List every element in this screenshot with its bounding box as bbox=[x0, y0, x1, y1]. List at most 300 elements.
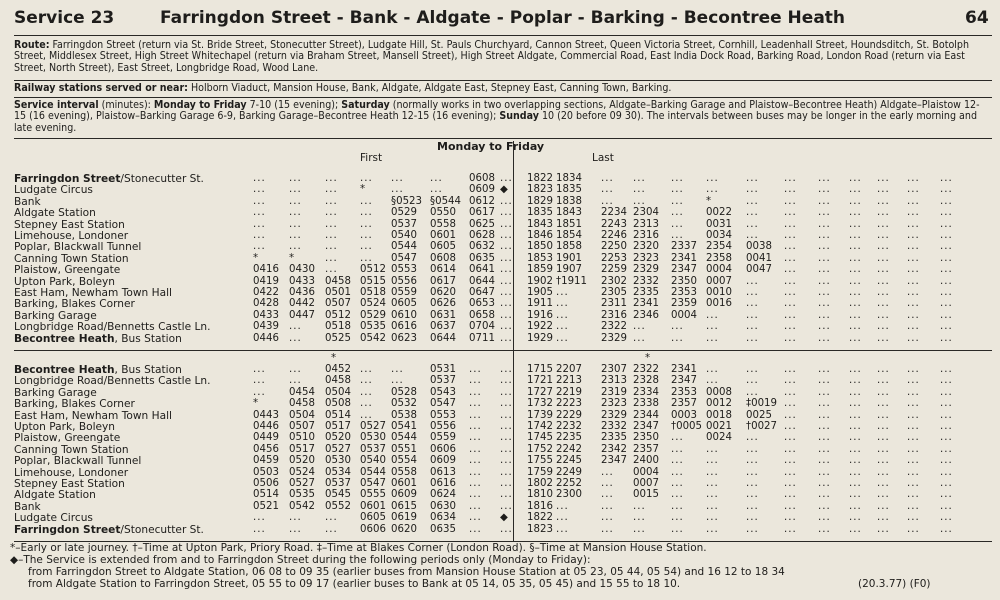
inbound-stop-label: Bank bbox=[14, 500, 41, 513]
inbound-first-time-cell: 0532 bbox=[391, 398, 417, 410]
inbound-last-time-cell: 1727 bbox=[527, 386, 553, 398]
outbound-first-time-cell: 0430 bbox=[289, 264, 315, 276]
inbound-first-time-cell: 0537 bbox=[430, 375, 456, 387]
inbound-last-time-cell: ... bbox=[877, 500, 890, 512]
inbound-first-time-cell: 0545 bbox=[325, 489, 351, 501]
outbound-first-time-cell: 0631 bbox=[430, 309, 456, 321]
inbound-first-time-cell: ... bbox=[289, 364, 302, 375]
inbound-last-time-cell: ... bbox=[784, 466, 797, 478]
outbound-first-time-cell: ... bbox=[500, 218, 513, 230]
outbound-stop-name bbox=[14, 196, 41, 208]
inbound-first-time-cell: ... bbox=[500, 432, 513, 444]
inbound-last-time-cell: ... bbox=[706, 523, 719, 535]
inbound-stop-label: Aldgate Station bbox=[14, 489, 96, 502]
outbound-first-time-cell: 0524 bbox=[360, 298, 386, 310]
day-heading: Monday to Friday bbox=[437, 140, 545, 153]
outbound-last-time-cell: ... bbox=[877, 252, 890, 264]
outbound-first-time-cell: 0614 bbox=[430, 264, 456, 276]
outbound-last-time-cell: 2350 bbox=[671, 275, 697, 287]
inbound-first-time-cell: 0606 bbox=[430, 443, 456, 455]
outbound-first-time-cell: 0556 bbox=[391, 275, 417, 287]
outbound-last-time-cell: ... bbox=[746, 287, 759, 298]
inbound-first-time-cell: ... bbox=[469, 432, 482, 444]
outbound-last-time-cell: ... bbox=[849, 230, 862, 241]
outbound-first-time-cell: 0605 bbox=[430, 241, 456, 253]
inbound-first-time-cell: 0520 bbox=[325, 432, 351, 444]
interval-text-1: (minutes): bbox=[101, 99, 151, 111]
inbound-first-time-cell: ... bbox=[500, 478, 513, 489]
outbound-last-time-cell: ... bbox=[556, 321, 569, 333]
outbound-last-time-cell: ... bbox=[706, 309, 719, 321]
inbound-last-time-cell: 2400 bbox=[633, 455, 659, 467]
outbound-last-time-cell: ... bbox=[556, 332, 569, 344]
outbound-first-time-cell: ... bbox=[430, 184, 443, 196]
inbound-first-time-cell: ... bbox=[253, 375, 266, 387]
outbound-last-time-cell: ... bbox=[849, 275, 862, 287]
inbound-last-time-cell: ... bbox=[877, 443, 890, 455]
page-number: 64 bbox=[965, 8, 989, 28]
outbound-first-time-cell: 0442 bbox=[289, 298, 315, 310]
outbound-last-time-cell: ... bbox=[818, 173, 831, 184]
inbound-last-time-cell: ... bbox=[907, 523, 920, 535]
inbound-last-time-cell: ... bbox=[784, 512, 797, 524]
outbound-last-time-cell: ... bbox=[907, 230, 920, 241]
inbound-last-time-cell: 2350 bbox=[633, 432, 659, 444]
inbound-first-time-cell: 0558 bbox=[391, 466, 417, 478]
route-text: Farringdon Street (return via St. Bride Street, Stonecutter Street), Ludgate Hill, St. Pauls Churchyard, Cannon Street, Queen Victoria Street, Cornhill, Leadenhall Street, Houndsditch, St. Botolph Street, Middlesex Street, High Street Whitechapel (return via Braham Street, Mansell Street), High Street Aldgate, Commercial Road, East India Dock Road, Barking Road, London Road (return via East Street, North Street), East Street, Longbridge Road, Wood Lane. bbox=[14, 39, 970, 74]
inbound-stop-name bbox=[14, 489, 96, 501]
outbound-last-time-cell: ... bbox=[671, 218, 684, 230]
inbound-last-time-cell: ... bbox=[907, 489, 920, 501]
inbound-last-time-cell: 1752 bbox=[527, 443, 553, 455]
inbound-first-time-cell: ... bbox=[253, 386, 266, 398]
inbound-first-time-cell: ... bbox=[500, 364, 513, 375]
date-code: (20.3.77) (F0) bbox=[858, 578, 931, 590]
inbound-last-time-cell: 1759 bbox=[527, 466, 553, 478]
inbound-last-time-cell: ... bbox=[877, 489, 890, 501]
inbound-last-time-cell: ... bbox=[706, 375, 719, 387]
outbound-last-time-cell: ... bbox=[818, 298, 831, 310]
inbound-last-time-cell: 2322 bbox=[633, 364, 659, 375]
outbound-last-time-cell: ... bbox=[907, 195, 920, 207]
inbound-last-time-cell: 2213 bbox=[556, 375, 582, 387]
outbound-first-time-cell: ... bbox=[289, 184, 302, 196]
inbound-last-time-cell: ... bbox=[671, 466, 684, 478]
outbound-last-time-cell: ... bbox=[907, 252, 920, 264]
interval-label: Service interval bbox=[14, 99, 99, 111]
inbound-first-time-cell: 0456 bbox=[253, 443, 279, 455]
inbound-stop-name bbox=[14, 501, 41, 513]
outbound-last-time-cell: ... bbox=[849, 298, 862, 310]
inbound-last-time-cell: 2353 bbox=[671, 386, 697, 398]
outbound-last-time-cell: ... bbox=[746, 173, 759, 184]
inbound-last-time-cell: 0012 bbox=[706, 398, 732, 410]
outbound-last-time-cell: 2253 bbox=[601, 252, 627, 264]
outbound-last-time-cell: 0016 bbox=[706, 298, 732, 310]
outbound-last-time-cell: 2234 bbox=[601, 207, 627, 219]
outbound-last-time-cell: ... bbox=[746, 195, 759, 207]
inbound-first-time-cell: 0514 bbox=[253, 489, 279, 501]
inbound-last-time-cell: ... bbox=[907, 512, 920, 524]
inbound-last-time-cell: ... bbox=[556, 500, 569, 512]
outbound-last-time-cell: 2353 bbox=[671, 287, 697, 298]
inbound-last-time-cell: ... bbox=[818, 478, 831, 489]
inbound-first-time-cell: ... bbox=[500, 443, 513, 455]
outbound-last-time-cell: ... bbox=[784, 275, 797, 287]
inbound-stop-name bbox=[14, 387, 97, 399]
outbound-first-time-cell: 0647 bbox=[469, 287, 495, 298]
outbound-last-time-cell: ... bbox=[784, 218, 797, 230]
inbound-last-time-cell: 1715 bbox=[527, 364, 553, 375]
outbound-last-time-cell: 1922 bbox=[527, 321, 553, 333]
inbound-last-time-cell: 2307 bbox=[601, 364, 627, 375]
outbound-last-time-cell: ... bbox=[877, 184, 890, 196]
outbound-first-time-cell: ... bbox=[289, 230, 302, 241]
outbound-first-time-cell: 0525 bbox=[325, 332, 351, 344]
outbound-last-time-cell: ... bbox=[940, 309, 953, 321]
route-label: Route: bbox=[14, 39, 50, 51]
outbound-last-time-cell: 1905 bbox=[527, 287, 553, 298]
inbound-last-time-cell: ... bbox=[877, 386, 890, 398]
inbound-last-time-cell: ... bbox=[849, 432, 862, 444]
inbound-last-time-cell: ... bbox=[877, 455, 890, 467]
outbound-last-time-cell: ... bbox=[633, 332, 646, 344]
outbound-first-time-cell: ... bbox=[500, 195, 513, 207]
outbound-first-time-cell: ... bbox=[253, 230, 266, 241]
inbound-last-time-cell: ... bbox=[784, 500, 797, 512]
inbound-stop-label: Stepney East Station bbox=[14, 478, 125, 490]
outbound-first-time-cell: ... bbox=[325, 252, 338, 264]
outbound-last-time-cell: ... bbox=[877, 287, 890, 298]
inbound-last-time-cell: 1721 bbox=[527, 375, 553, 387]
inbound-last-time-cell: ... bbox=[706, 466, 719, 478]
outbound-last-time-cell: 2313 bbox=[633, 218, 659, 230]
outbound-first-time-cell: ... bbox=[325, 195, 338, 207]
inbound-last-time-cell: 2323 bbox=[601, 398, 627, 410]
inbound-last-time-cell: ... bbox=[940, 478, 953, 489]
outbound-first-time-cell: ... bbox=[500, 264, 513, 276]
inbound-last-time-cell: ... bbox=[877, 398, 890, 410]
outbound-first-time-cell: ... bbox=[325, 173, 338, 184]
outbound-first-time-cell: ... bbox=[500, 252, 513, 264]
inbound-stop-label: Barking Garage bbox=[14, 386, 97, 399]
outbound-last-time-cell: ... bbox=[849, 173, 862, 184]
inbound-first-time-cell: 0540 bbox=[360, 455, 386, 467]
outbound-last-time-cell: 0004 bbox=[671, 309, 697, 321]
inbound-last-time-cell: ... bbox=[849, 375, 862, 387]
inbound-last-time-cell: ... bbox=[907, 478, 920, 489]
inbound-last-time-cell: ... bbox=[784, 386, 797, 398]
outbound-last-time-cell: ... bbox=[818, 309, 831, 321]
outbound-last-time-cell: 1822 bbox=[527, 173, 553, 184]
outbound-last-time-cell: 2332 bbox=[633, 275, 659, 287]
outbound-first-time-cell: ... bbox=[325, 241, 338, 253]
outbound-last-time-cell: 0038 bbox=[746, 241, 772, 253]
inbound-last-time-cell: ... bbox=[746, 466, 759, 478]
outbound-last-time-cell: ... bbox=[746, 309, 759, 321]
outbound-last-time-cell: ... bbox=[601, 173, 614, 184]
outbound-last-time-cell: ... bbox=[849, 309, 862, 321]
inbound-first-time-cell: 0530 bbox=[325, 455, 351, 467]
inbound-last-time-cell: ... bbox=[784, 421, 797, 432]
inbound-last-time-cell: 2338 bbox=[633, 398, 659, 410]
outbound-first-time-cell: ... bbox=[289, 207, 302, 219]
outbound-first-time-cell: ... bbox=[360, 218, 373, 230]
inbound-first-time-cell: 0543 bbox=[430, 386, 456, 398]
inbound-last-time-cell: 0008 bbox=[706, 386, 732, 398]
outbound-first-time-cell: ... bbox=[500, 207, 513, 219]
inbound-last-time-cell: 2347 bbox=[671, 375, 697, 387]
outbound-first-time-cell: ... bbox=[325, 230, 338, 241]
outbound-last-time-cell: ... bbox=[877, 264, 890, 276]
outbound-last-time-cell: ... bbox=[818, 184, 831, 196]
inbound-last-time-cell: 0003 bbox=[671, 409, 697, 421]
inbound-last-time-cell: ... bbox=[706, 478, 719, 489]
inbound-last-time-cell: ... bbox=[818, 489, 831, 501]
outbound-first-time-cell: 0542 bbox=[360, 332, 386, 344]
outbound-last-time-cell: ... bbox=[818, 230, 831, 241]
outbound-first-time-cell: 0518 bbox=[360, 287, 386, 298]
inbound-last-time-cell: ... bbox=[784, 364, 797, 375]
outbound-first-time-cell: 0605 bbox=[391, 298, 417, 310]
footnote-extension: ◆–The Service is extended from and to Farringdon Street during the following periods only (Monday to Friday): bbox=[10, 554, 591, 566]
inbound-first-time-cell: 0544 bbox=[360, 466, 386, 478]
route-rule bbox=[14, 80, 992, 81]
inbound-stop-label: East Ham, Newham Town Hall bbox=[14, 409, 172, 422]
inbound-first-time-cell: ... bbox=[289, 512, 302, 524]
outbound-first-time-cell: 0641 bbox=[469, 264, 495, 276]
footnote-outbound-times: from Farringdon Street to Aldgate Station, 06 08 to 09 35 (earlier buses from Mansion House Station at 05 23, 05 44, 05 54) and 16 12 to 18 34 bbox=[28, 566, 785, 578]
inbound-last-time-cell: ... bbox=[940, 398, 953, 410]
inbound-last-time-cell: 1822 bbox=[527, 512, 553, 524]
inbound-stop-name bbox=[14, 478, 125, 490]
outbound-first-time-cell: 0616 bbox=[391, 321, 417, 333]
outbound-last-time-cell: ... bbox=[849, 241, 862, 253]
service-number: Service 23 bbox=[14, 8, 115, 28]
inbound-last-time-cell: 0025 bbox=[746, 409, 772, 421]
outbound-last-time-cell: 2359 bbox=[671, 298, 697, 310]
inbound-last-time-cell: 2229 bbox=[556, 409, 582, 421]
outbound-first-time-cell: 0617 bbox=[430, 275, 456, 287]
outbound-first-time-cell: 0609 bbox=[469, 184, 495, 196]
inbound-last-time-cell: 2232 bbox=[556, 421, 582, 432]
inbound-last-time-cell: 2235 bbox=[556, 432, 582, 444]
outbound-first-time-cell: 0419 bbox=[253, 275, 279, 287]
outbound-last-time-cell: ... bbox=[633, 173, 646, 184]
inbound-last-time-cell: ... bbox=[671, 512, 684, 524]
outbound-last-time-cell: 2358 bbox=[706, 252, 732, 264]
outbound-last-time-cell: ... bbox=[940, 298, 953, 310]
inbound-first-time-cell: ◆ bbox=[500, 512, 508, 524]
inbound-first-time-cell: ... bbox=[469, 398, 482, 410]
inbound-last-time-cell: ... bbox=[784, 432, 797, 444]
interval-mf-value: 7-10 (15 evening); bbox=[249, 99, 339, 111]
outbound-first-time-cell: ... bbox=[500, 173, 513, 184]
outbound-last-time-cell: 2243 bbox=[601, 218, 627, 230]
outbound-last-time-cell: ... bbox=[784, 230, 797, 241]
inbound-first-time-cell: 0634 bbox=[430, 512, 456, 524]
inbound-first-time-cell: 0620 bbox=[391, 523, 417, 535]
inbound-last-time-cell: ... bbox=[849, 489, 862, 501]
outbound-last-time-cell: 2341 bbox=[671, 252, 697, 264]
outbound-first-time-cell: 0658 bbox=[469, 309, 495, 321]
inbound-stop-name bbox=[14, 512, 93, 524]
inbound-last-late-mark: * bbox=[645, 353, 651, 364]
inbound-last-time-cell: ... bbox=[706, 500, 719, 512]
outbound-last-time-cell: 0022 bbox=[706, 207, 732, 219]
outbound-last-time-cell: ... bbox=[601, 184, 614, 196]
interval-sun-label: Sunday bbox=[499, 110, 539, 123]
outbound-last-time-cell: 2323 bbox=[633, 252, 659, 264]
inbound-last-time-cell: ... bbox=[818, 364, 831, 375]
inbound-first-time-cell: 0514 bbox=[325, 409, 351, 421]
outbound-first-time-cell: 0515 bbox=[360, 275, 386, 287]
outbound-last-time-cell: ... bbox=[940, 218, 953, 230]
outbound-stop-name bbox=[14, 219, 125, 231]
inbound-last-time-cell: ... bbox=[601, 478, 614, 489]
inbound-last-time-cell: ... bbox=[601, 523, 614, 535]
outbound-last-time-cell: ... bbox=[746, 332, 759, 344]
outbound-first-time-cell: 0436 bbox=[289, 287, 315, 298]
outbound-first-time-cell: 0626 bbox=[430, 298, 456, 310]
inbound-last-time-cell: ... bbox=[601, 512, 614, 524]
inbound-last-time-cell: 2332 bbox=[601, 421, 627, 432]
inbound-last-time-cell: ... bbox=[907, 375, 920, 387]
inbound-last-time-cell: ... bbox=[818, 523, 831, 535]
outbound-last-time-cell: 0047 bbox=[746, 264, 772, 276]
outbound-last-time-cell: ... bbox=[877, 275, 890, 287]
outbound-last-time-cell: ... bbox=[556, 287, 569, 298]
inbound-first-time-cell: 0531 bbox=[430, 364, 456, 375]
interval-mf-label: Monday to Friday bbox=[153, 99, 247, 111]
inbound-last-time-cell: ... bbox=[818, 432, 831, 444]
inbound-last-time-cell: ... bbox=[849, 386, 862, 398]
inbound-last-time-cell: ... bbox=[818, 375, 831, 387]
inbound-last-time-cell: 2357 bbox=[671, 398, 697, 410]
inbound-first-time-cell: ... bbox=[500, 455, 513, 467]
inbound-last-time-cell: ... bbox=[818, 409, 831, 421]
outbound-last-time-cell: 1929 bbox=[527, 332, 553, 344]
inbound-last-time-cell: ... bbox=[877, 478, 890, 489]
inbound-first-time-cell: 0503 bbox=[253, 466, 279, 478]
inbound-last-time-cell: ... bbox=[746, 443, 759, 455]
outbound-stop-label: Plaistow, Greengate bbox=[14, 264, 121, 277]
inbound-first-time-cell: ... bbox=[500, 489, 513, 501]
inbound-first-time-cell: ... bbox=[360, 398, 373, 410]
inbound-first-time-cell: 0554 bbox=[391, 455, 417, 467]
inbound-last-time-cell: ... bbox=[849, 478, 862, 489]
outbound-last-time-cell: ... bbox=[877, 309, 890, 321]
inbound-last-time-cell: ... bbox=[940, 364, 953, 375]
outbound-last-time-cell: 0041 bbox=[746, 252, 772, 264]
inbound-last-time-cell: 1823 bbox=[527, 523, 553, 535]
inbound-first-time-cell: 0452 bbox=[325, 364, 351, 375]
outbound-first-time-cell: 0610 bbox=[391, 309, 417, 321]
inbound-last-time-cell: ... bbox=[940, 443, 953, 455]
inbound-last-time-cell: ... bbox=[746, 455, 759, 467]
inbound-first-time-cell: 0547 bbox=[430, 398, 456, 410]
inbound-last-time-cell: ... bbox=[784, 443, 797, 455]
outbound-last-time-cell: 2341 bbox=[633, 298, 659, 310]
inbound-last-time-cell: ... bbox=[818, 466, 831, 478]
inbound-stop-name bbox=[14, 432, 120, 444]
outbound-first-time-cell: 0447 bbox=[289, 309, 315, 321]
outbound-last-time-cell: 2316 bbox=[633, 230, 659, 241]
inbound-first-time-cell: 0613 bbox=[430, 466, 456, 478]
outbound-last-time-cell: ... bbox=[818, 195, 831, 207]
inbound-first-time-cell: 0616 bbox=[430, 478, 456, 489]
outbound-last-time-cell: ... bbox=[671, 332, 684, 344]
outbound-last-time-cell: ... bbox=[784, 287, 797, 298]
inbound-first-time-cell: ... bbox=[469, 409, 482, 421]
outbound-last-time-cell: 2316 bbox=[601, 309, 627, 321]
railway-text: Holborn Viaduct, Mansion House, Bank, Aldgate, Aldgate East, Stepney East, Canning Town, Barking. bbox=[191, 82, 672, 94]
outbound-last-time-cell: 1911 bbox=[527, 298, 553, 310]
outbound-last-time-cell: ... bbox=[907, 275, 920, 287]
outbound-last-time-cell: ... bbox=[877, 298, 890, 310]
inbound-first-time-cell: 0534 bbox=[325, 466, 351, 478]
outbound-last-time-cell: ... bbox=[877, 230, 890, 241]
inbound-first-time-cell: 0609 bbox=[430, 455, 456, 467]
inbound-first-time-cell: ... bbox=[469, 512, 482, 524]
outbound-last-time-cell: ... bbox=[818, 332, 831, 344]
outbound-last-time-cell: ... bbox=[784, 173, 797, 184]
outbound-stop-suffix: /Stonecutter St. bbox=[120, 173, 204, 185]
outbound-last-time-cell: ... bbox=[671, 230, 684, 241]
inbound-first-time-cell: ... bbox=[469, 478, 482, 489]
inbound-first-time-cell: * bbox=[253, 398, 259, 410]
inbound-first-time-cell: ... bbox=[360, 375, 373, 387]
outbound-last-time-cell: 2335 bbox=[633, 287, 659, 298]
direction-rule bbox=[14, 350, 992, 351]
inbound-stop-name bbox=[14, 410, 172, 422]
outbound-last-time-cell: ... bbox=[907, 184, 920, 196]
inbound-last-time-cell: ... bbox=[784, 398, 797, 410]
inbound-last-time-cell: ... bbox=[671, 443, 684, 455]
outbound-first-time-cell: 0422 bbox=[253, 287, 279, 298]
inbound-first-time-cell: ... bbox=[360, 364, 373, 375]
outbound-last-time-cell: 1835 bbox=[527, 207, 553, 219]
railway-rule bbox=[14, 97, 992, 98]
inbound-first-time-cell: ... bbox=[289, 375, 302, 387]
outbound-first-time-cell: 0644 bbox=[469, 275, 495, 287]
outbound-first-time-cell: ... bbox=[325, 264, 338, 276]
outbound-last-time-cell: 0010 bbox=[706, 287, 732, 298]
inbound-first-time-cell: 0551 bbox=[391, 443, 417, 455]
inbound-first-time-cell: ... bbox=[253, 364, 266, 375]
inbound-last-time-cell: ... bbox=[784, 478, 797, 489]
inbound-last-time-cell: ... bbox=[746, 512, 759, 524]
inbound-last-time-cell: ... bbox=[877, 409, 890, 421]
inbound-first-time-cell: 0521 bbox=[253, 500, 279, 512]
inbound-last-time-cell: ... bbox=[877, 375, 890, 387]
inbound-first-time-cell: 0449 bbox=[253, 432, 279, 444]
inbound-last-time-cell: ... bbox=[601, 489, 614, 501]
inbound-first-time-cell: 0458 bbox=[289, 398, 315, 410]
inbound-first-time-cell: 0527 bbox=[360, 421, 386, 432]
inbound-first-time-cell: 0542 bbox=[289, 500, 315, 512]
footnote-inbound-times: from Aldgate Station to Farringdon Street, 05 55 to 09 17 (earlier buses to Bank at 05 14, 05 35, 05 45) and 15 55 to 18 10. bbox=[28, 578, 681, 590]
inbound-last-time-cell: ... bbox=[671, 489, 684, 501]
inbound-first-time-cell: ... bbox=[469, 421, 482, 432]
inbound-stop-name bbox=[14, 444, 129, 456]
inbound-last-time-cell: ... bbox=[784, 455, 797, 467]
inbound-last-time-cell: ... bbox=[633, 523, 646, 535]
outbound-last-time-cell: ... bbox=[849, 184, 862, 196]
inbound-last-time-cell: 1755 bbox=[527, 455, 553, 467]
outbound-first-time-cell: ... bbox=[391, 173, 404, 184]
outbound-last-time-cell: ... bbox=[633, 184, 646, 196]
